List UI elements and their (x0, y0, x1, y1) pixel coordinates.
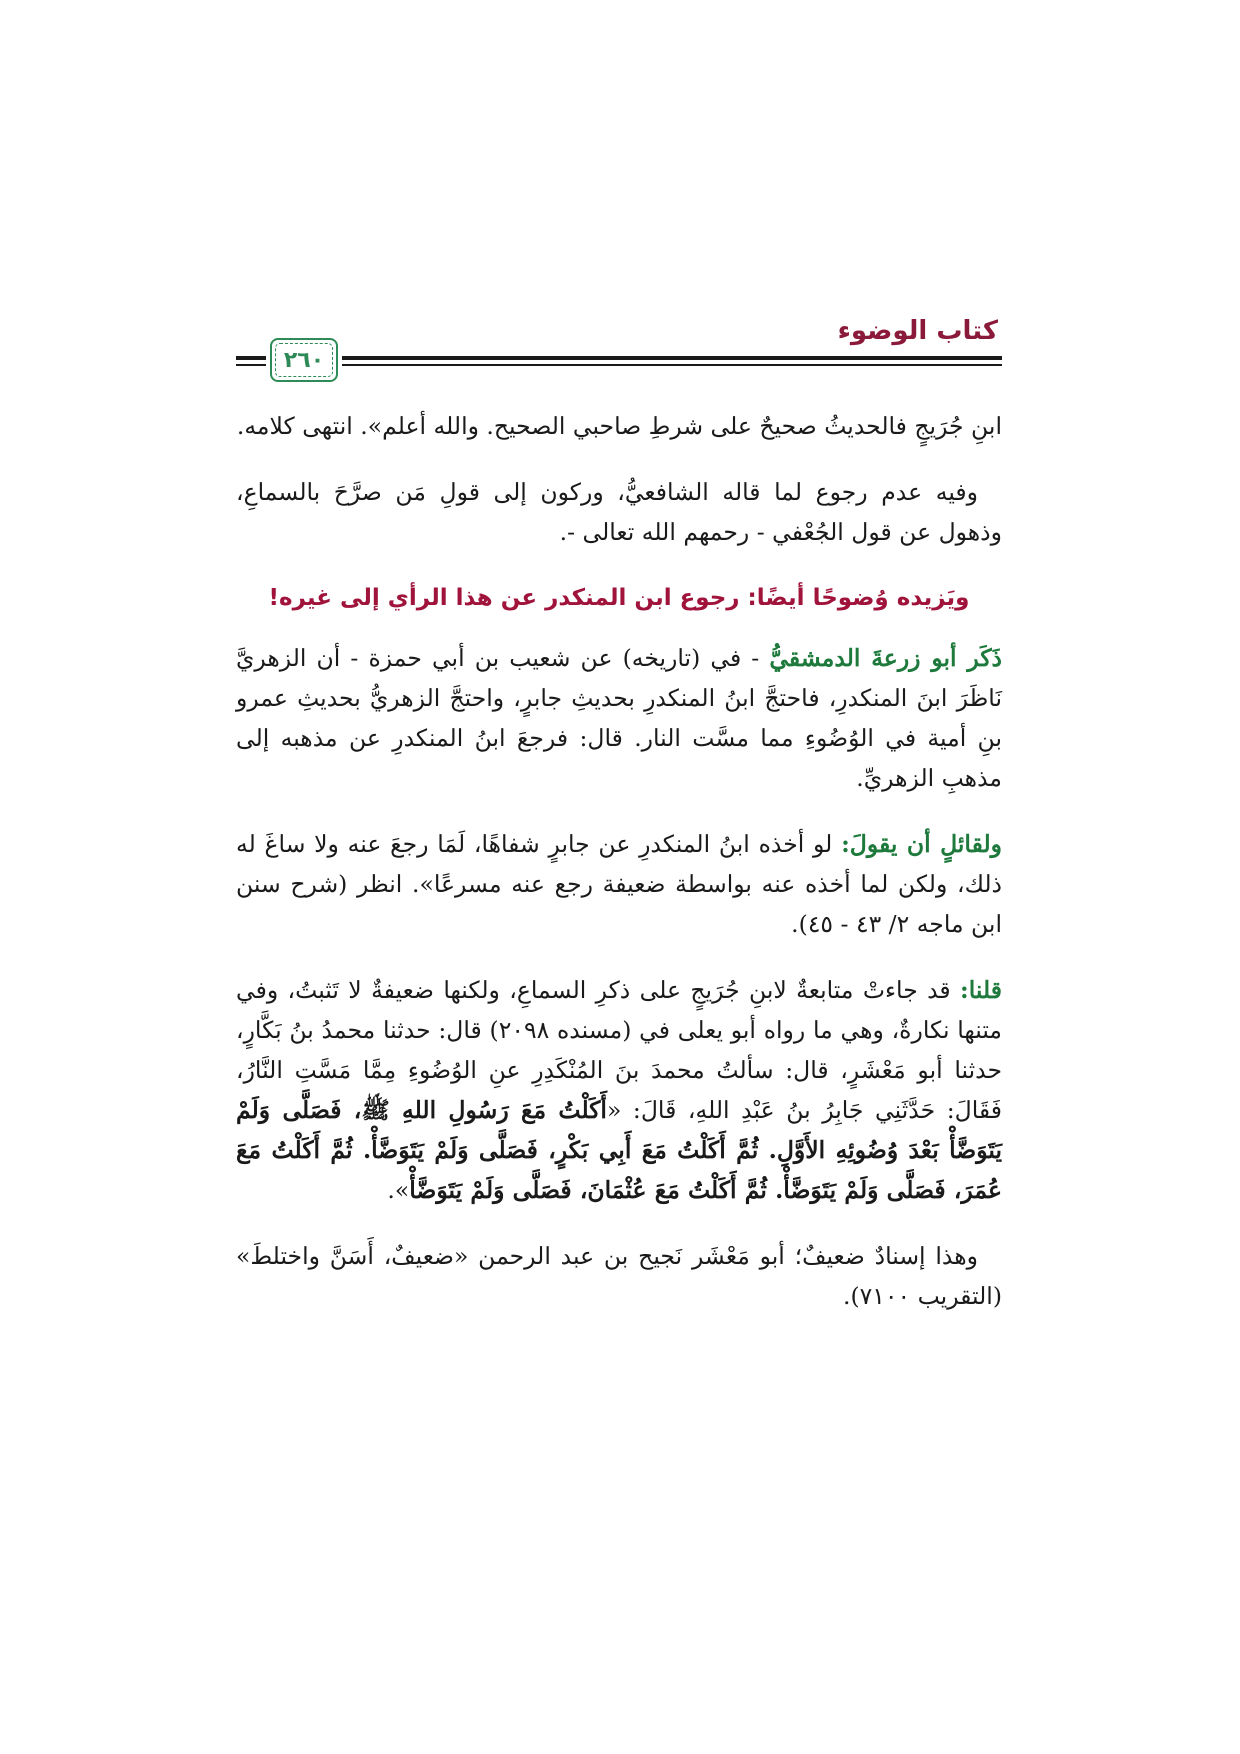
paragraph-continuation: ابنِ جُرَيجٍ فالحديثُ صحيحٌ على شرطِ صاحبي الصحيح. والله أعلم». انتهى كلامه. (236, 412, 1002, 440)
section-heading: ويَزيده وُضوحًا أيضًا: رجوع ابن المنكدر عن هذا الرأي إلى غيره! (268, 585, 970, 611)
paragraph-reply (236, 970, 1002, 1210)
hadith-text: أَكَلْتُ مَعَ رَسُولِ اللهِ ﷺ، فَصَلَّى وَلَمْ يَتَوَضَّأْ بَعْدَ وُضُوئِهِ الأَوَّلِ. ثُمَّ أَكَلْتُ مَعَ أَبِي بَكْرٍ، فَصَلَّى وَلَمْ يَتَوَضَّأْ. ثُمَّ أَكَلْتُ مَعَ عُمَرَ، فَصَلَّى وَلَمْ يَتَوَضَّأْ. ثُمَّ أَكَلْتُ مَعَ عُثْمَانَ، فَصَلَّى وَلَمْ يَتَوَضَّأْ (236, 1096, 1002, 1204)
paragraph-isnad: وهذا إسنادٌ ضعيفٌ؛ أبو مَعْشَر نَجيح بن عبد الرحمن «ضعيفٌ، أَسَنَّ واختلطَ» (التقريب ٧١٠٠). (236, 1242, 1002, 1310)
paragraph-body: - في (تاريخه) عن شعيب بن أبي حمزة - أن الزهريَّ نَاظَرَ ابنَ المنكدرِ، فاحتجَّ ابنُ المنكدرِ بحديثِ جابرٍ، واحتجَّ الزهريُّ بحديثِ عمرو بنِ أمية في الوُضُوءِ مما مسَّت النار. قال: فرجعَ ابنُ المنكدرِ عن مذهبه إلى مذهبِ الزهريِّ. (236, 644, 1002, 792)
header-rule-left-thick (236, 356, 266, 360)
paragraph-abu-zura (236, 638, 1002, 798)
page-header (236, 316, 1002, 388)
paragraph-objection (236, 824, 1002, 944)
paragraph-lead: ولقائلٍ أن يقولَ: (841, 830, 1002, 858)
page-number-frame (270, 338, 338, 382)
paragraph-end: ». (387, 1176, 410, 1204)
paragraph-body: قد جاءتْ متابعةٌ لابنِ جُرَيجٍ على ذكرِ السماعِ، ولكنها ضعيفةٌ لا تَثبتُ، وفي متنها نكارةٌ، وهي ما رواه أبو يعلى في (مسنده ٢٠٩٨) قال: حدثنا محمدُ بنُ بَكَّارٍ، حدثنا أبو مَعْشَرٍ، قال: سألتُ محمدَ بنَ المُنْكَدِرِ عنِ الوُضُوءِ مِمَّا مَسَّتِ النَّارُ، فَقَالَ: حَدَّثَنِي جَابِرُ بنُ عَبْدِ اللهِ، قَالَ: « (236, 976, 1003, 1124)
page-content (236, 406, 1002, 1316)
paragraph-lead: ذَكَر أبو زرعةَ الدمشقيُّ (769, 644, 1002, 672)
header-rule-thick (342, 356, 1002, 360)
paragraph-lead: قلنا: (960, 976, 1002, 1004)
book-title: كتاب الوضوء (837, 316, 998, 346)
paragraph-commentary: وفيه عدم رجوع لما قاله الشافعيُّ، وركون إلى قولِ مَن صرَّحَ بالسماعِ، وذهول عن قول الجُعْفي - رحمهم الله تعالى -. (236, 478, 1002, 546)
header-rule-thin (342, 364, 1002, 366)
header-rule-left-thin (236, 364, 266, 366)
book-page (236, 316, 1002, 1616)
page-number: ٢٦٠ (283, 347, 325, 373)
paragraph-body: لو أخذه ابنُ المنكدرِ عن جابرٍ شفاهًا، لَمَا رجعَ عنه ولا ساغَ له ذلك، ولكن لما أخذه عنه بواسطة ضعيفة رجع عنه مسرعًا». انظر (شرح سنن ابن ماجه ٢/ ٤٣ - ٤٥). (236, 830, 1002, 938)
